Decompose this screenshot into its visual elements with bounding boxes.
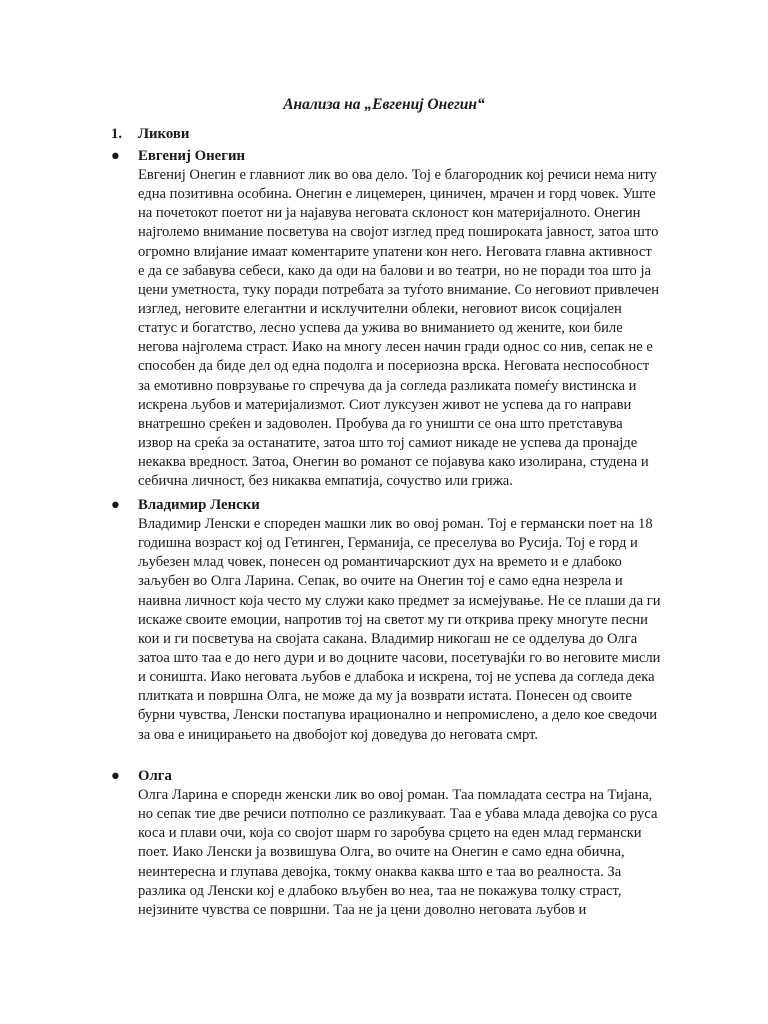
paragraph-line: за ова е иницирањето на двобојот кој доведува до неговата смрт. bbox=[138, 726, 538, 743]
paragraph-line: најголемо внимание посветува на својот изглед пред поширокатa јавност, затоа што bbox=[138, 224, 659, 241]
character-name: Олга bbox=[138, 768, 172, 784]
paragraph-line: плитката и површна Олга, не може да му ја возврати истата. Понесен од своите bbox=[138, 688, 632, 705]
paragraph-line: коса и плави очи, која со својот шарм го заробува срцето на еден млад германски bbox=[138, 825, 642, 842]
character-heading-olga bbox=[111, 767, 172, 786]
section-number: 1. bbox=[111, 126, 123, 142]
document-title: Анализа на „Евгениј Онегин“ bbox=[283, 96, 485, 113]
paragraph-line: некаква вредност. Затоа, Онегин во романот се појавува како изолирана, студена и bbox=[138, 454, 649, 471]
paragraph-line: себична личност, без никаква емпатија, сочуство или грижа. bbox=[138, 473, 513, 490]
paragraph-line: нејзините чувства се површни. Таа не ја цени доволно неговата љубов и bbox=[138, 901, 587, 918]
paragraph-line: за емотивно поврзување го спречува да ја согледа разликата помеѓу вистинска и bbox=[138, 377, 637, 394]
character-paragraph-olga bbox=[138, 786, 678, 920]
section-heading-text: Ликови bbox=[138, 126, 190, 142]
paragraph-line: неинтересна и глупава девојка, токму онаква каква што е таа во реалноста. За bbox=[138, 863, 622, 880]
character-heading-onegin bbox=[111, 147, 245, 166]
paragraph-line: искрена љубов и материјализмот. Сиот луксузен живот не успева да го направи bbox=[138, 396, 632, 413]
character-heading-lenski bbox=[111, 496, 260, 515]
bullet-icon: ● bbox=[111, 148, 120, 164]
paragraph-line: извор на среќа за останатите, затоа што тој самиот никаде не успева да пронајде bbox=[138, 434, 638, 451]
paragraph-line: Олга Ларина е споредн женски лик во овој роман. Таа помладата сестра на Тијана, bbox=[138, 787, 653, 803]
character-paragraph-lenski bbox=[138, 515, 678, 745]
paragraph-line: на почетокот поетот ни ја најавува неговата склоност кон материјалното. Онегин bbox=[138, 205, 641, 222]
paragraph-line: изглед, неговите елегантни и исклучителни облеки, неговиот висок социјален bbox=[138, 300, 622, 317]
character-name: Владимир Ленски bbox=[138, 497, 260, 513]
paragraph-line: наивна личност која често му служи како предмет за исмејување. Не се плаши да ги bbox=[138, 592, 661, 609]
paragraph-line: бурни чувства, Ленски постапува ирационално и непромислено, а дело кое сведочи bbox=[138, 707, 658, 724]
paragraph-line: Евгениј Онегин е главниот лик во ова дело. Тој е благородник кој речиси нема ниту bbox=[138, 167, 657, 183]
paragraph-line: затоа што таа е до него дури и во доцните часови, посетувајќи го во неговите мисли bbox=[138, 649, 661, 666]
paragraph-line: заљубен во Олга Ларина. Сепак, во очите на Онегин тој е само една незрела и bbox=[138, 573, 623, 590]
bullet-icon: ● bbox=[111, 497, 120, 513]
paragraph-line: поет. Иако Ленски ја возвишува Олга, во очите на Онегин е само една обична, bbox=[138, 844, 625, 861]
paragraph-line: негова најголема страст. Иако на многу лесен начин гради однос со нив, сепак не е bbox=[138, 339, 653, 356]
paragraph-line: една позитивна особина. Онегин е лицемерен, циничен, мрачен и горд човек. Уште bbox=[138, 186, 656, 203]
paragraph-line: огромно влијание имаат коментарите упатени кон него. Неговата главна активност bbox=[138, 243, 652, 260]
paragraph-line: кои и ги посветува на својата сакана. Владимир никогаш не се одделува до Олга bbox=[138, 630, 638, 647]
character-name: Евгениј Онегин bbox=[138, 148, 246, 164]
paragraph-line: цени уметноста, туку поради потребата за туѓото внимание. Со неговиот привлечен bbox=[138, 281, 660, 298]
paragraph-line: способен да биде дел од една подолга и посериозна врска. Неговата неспособност bbox=[138, 358, 650, 375]
paragraph-line: и соништа. Иако неговата љубов е длабока и искрена, тој не успева да согледа дека bbox=[138, 669, 655, 686]
bullet-icon: ● bbox=[111, 768, 120, 784]
section-heading bbox=[111, 125, 189, 144]
character-paragraph-onegin bbox=[138, 166, 678, 491]
paragraph-line: Владимир Ленски е спореден машки лик во овој роман. Тој е германски поет на 18 bbox=[138, 516, 653, 532]
paragraph-line: внатрешно среќен и задоволен. Пробува да го уништи се она што претставува bbox=[138, 415, 623, 432]
paragraph-line: но сепак тие две речиси потполно се разликуваат. Таа е убава млада девојка со руса bbox=[138, 806, 658, 823]
paragraph-line: искаже своите емоции, напротив тој на светот му ги открива преку многуте песни bbox=[138, 611, 648, 628]
paragraph-line: статус и богатство, лесно успева да ужива во вниманието од жените, кои биле bbox=[138, 320, 623, 337]
paragraph-line: е да се забавува себеси, како да оди на балови и во театри, но не поради тоа што ја bbox=[138, 262, 652, 279]
paragraph-line: годишна возраст кој од Гетинген, Германија, се преселува во Русија. Тој е горд и bbox=[138, 535, 638, 552]
paragraph-line: љубезен млад човек, понесен од романтичарскиот дух на времето и е длабоко bbox=[138, 554, 622, 571]
paragraph-line: разлика од Ленски кој е длабоко вљубен во неа, таа не покажува толку страст, bbox=[138, 882, 622, 899]
